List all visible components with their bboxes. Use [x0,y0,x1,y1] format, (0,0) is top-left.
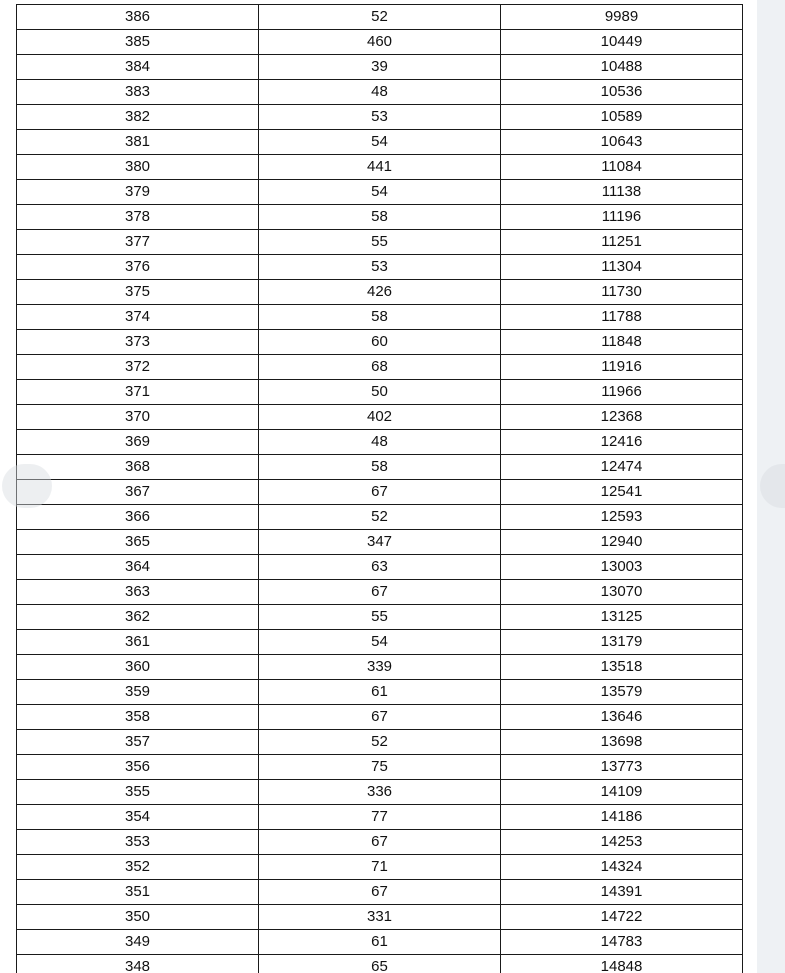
table-row [17,480,743,505]
cumulative-cell: 14109 [501,780,743,805]
cumulative-cell: 11138 [501,180,743,205]
count-cell: 61 [259,680,501,705]
cumulative-cell: 14324 [501,855,743,880]
count-cell: 54 [259,180,501,205]
count-cell: 63 [259,555,501,580]
count-cell: 52 [259,5,501,30]
table-row [17,355,743,380]
score-cell: 354 [17,805,259,830]
count-cell: 402 [259,405,501,430]
table-row [17,755,743,780]
table-row [17,955,743,973]
score-cell: 352 [17,855,259,880]
table-row [17,930,743,955]
score-cell: 367 [17,480,259,505]
score-cell: 373 [17,330,259,355]
table-row [17,905,743,930]
count-cell: 55 [259,230,501,255]
cumulative-cell: 14391 [501,880,743,905]
count-cell: 68 [259,355,501,380]
previous-page-button[interactable] [2,464,52,508]
score-cell: 365 [17,530,259,555]
count-cell: 48 [259,430,501,455]
count-cell: 426 [259,280,501,305]
cumulative-cell: 12593 [501,505,743,530]
table-row [17,130,743,155]
cumulative-cell: 12940 [501,530,743,555]
cumulative-cell: 12541 [501,480,743,505]
table-row [17,555,743,580]
count-cell: 39 [259,55,501,80]
table-row [17,405,743,430]
table-row [17,80,743,105]
cumulative-cell: 9989 [501,5,743,30]
cumulative-cell: 11196 [501,205,743,230]
table-row [17,530,743,555]
score-cell: 384 [17,55,259,80]
score-cell: 357 [17,730,259,755]
score-cell: 368 [17,455,259,480]
cumulative-cell: 11084 [501,155,743,180]
table-row [17,55,743,80]
score-cell: 359 [17,680,259,705]
score-cell: 374 [17,305,259,330]
cumulative-cell: 13698 [501,730,743,755]
score-cell: 377 [17,230,259,255]
cumulative-cell: 14722 [501,905,743,930]
cumulative-cell: 11966 [501,380,743,405]
count-cell: 75 [259,755,501,780]
count-cell: 460 [259,30,501,55]
score-cell: 361 [17,630,259,655]
table-row [17,330,743,355]
score-cell: 369 [17,430,259,455]
count-cell: 347 [259,530,501,555]
score-cell: 383 [17,80,259,105]
score-cell: 376 [17,255,259,280]
count-cell: 67 [259,480,501,505]
score-cell: 351 [17,880,259,905]
table-row [17,580,743,605]
cumulative-cell: 13179 [501,630,743,655]
cumulative-cell: 12416 [501,430,743,455]
count-cell: 58 [259,205,501,230]
cumulative-cell: 14783 [501,930,743,955]
score-cell: 364 [17,555,259,580]
count-cell: 52 [259,730,501,755]
score-cell: 372 [17,355,259,380]
count-cell: 48 [259,80,501,105]
score-cell: 386 [17,5,259,30]
score-cell: 366 [17,505,259,530]
score-cell: 353 [17,830,259,855]
cumulative-cell: 13646 [501,705,743,730]
cumulative-cell: 13773 [501,755,743,780]
score-cell: 356 [17,755,259,780]
score-cell: 382 [17,105,259,130]
cumulative-cell: 13003 [501,555,743,580]
table-row [17,155,743,180]
count-cell: 60 [259,330,501,355]
table-row [17,705,743,730]
score-cell: 371 [17,380,259,405]
table-row [17,880,743,905]
score-cell: 348 [17,955,259,973]
count-cell: 339 [259,655,501,680]
score-cell: 363 [17,580,259,605]
count-cell: 71 [259,855,501,880]
score-cell: 379 [17,180,259,205]
score-cell: 350 [17,905,259,930]
table-row [17,30,743,55]
table-row [17,805,743,830]
cumulative-cell: 11730 [501,280,743,305]
cumulative-cell: 14253 [501,830,743,855]
table-row [17,505,743,530]
score-cell: 360 [17,655,259,680]
table-row [17,5,743,30]
count-cell: 77 [259,805,501,830]
score-cell: 370 [17,405,259,430]
count-cell: 58 [259,305,501,330]
table-row [17,655,743,680]
table-row [17,830,743,855]
next-page-button[interactable] [760,464,785,508]
cumulative-cell: 11304 [501,255,743,280]
cumulative-cell: 10449 [501,30,743,55]
cumulative-cell: 10589 [501,105,743,130]
score-cell: 362 [17,605,259,630]
cumulative-cell: 13579 [501,680,743,705]
count-cell: 58 [259,455,501,480]
cumulative-cell: 11251 [501,230,743,255]
count-cell: 61 [259,930,501,955]
cumulative-cell: 13070 [501,580,743,605]
table-row [17,605,743,630]
cumulative-cell: 10643 [501,130,743,155]
count-cell: 67 [259,705,501,730]
table-row [17,455,743,480]
count-cell: 336 [259,780,501,805]
score-cell: 358 [17,705,259,730]
count-cell: 53 [259,255,501,280]
cumulative-cell: 11788 [501,305,743,330]
score-cell: 355 [17,780,259,805]
score-cell: 385 [17,30,259,55]
table-row [17,680,743,705]
count-cell: 55 [259,605,501,630]
table-row [17,305,743,330]
score-cell: 349 [17,930,259,955]
score-distribution-table [16,4,743,973]
count-cell: 53 [259,105,501,130]
count-cell: 54 [259,130,501,155]
cumulative-cell: 14186 [501,805,743,830]
cumulative-cell: 13518 [501,655,743,680]
cumulative-cell: 12474 [501,455,743,480]
cumulative-cell: 14848 [501,955,743,973]
table-row [17,255,743,280]
count-cell: 54 [259,630,501,655]
cumulative-cell: 10488 [501,55,743,80]
count-cell: 67 [259,880,501,905]
table-row [17,855,743,880]
cumulative-cell: 13125 [501,605,743,630]
table-body [17,5,743,973]
table-row [17,280,743,305]
score-cell: 378 [17,205,259,230]
table-row [17,230,743,255]
cumulative-cell: 11848 [501,330,743,355]
table-row [17,780,743,805]
score-cell: 381 [17,130,259,155]
count-cell: 52 [259,505,501,530]
table-row [17,105,743,130]
table-row [17,180,743,205]
count-cell: 65 [259,955,501,973]
count-cell: 50 [259,380,501,405]
table-row [17,730,743,755]
cumulative-cell: 10536 [501,80,743,105]
table-row [17,205,743,230]
count-cell: 441 [259,155,501,180]
score-cell: 380 [17,155,259,180]
count-cell: 67 [259,830,501,855]
cumulative-cell: 12368 [501,405,743,430]
table-row [17,430,743,455]
count-cell: 67 [259,580,501,605]
table-row [17,380,743,405]
score-cell: 375 [17,280,259,305]
cumulative-cell: 11916 [501,355,743,380]
count-cell: 331 [259,905,501,930]
table-row [17,630,743,655]
